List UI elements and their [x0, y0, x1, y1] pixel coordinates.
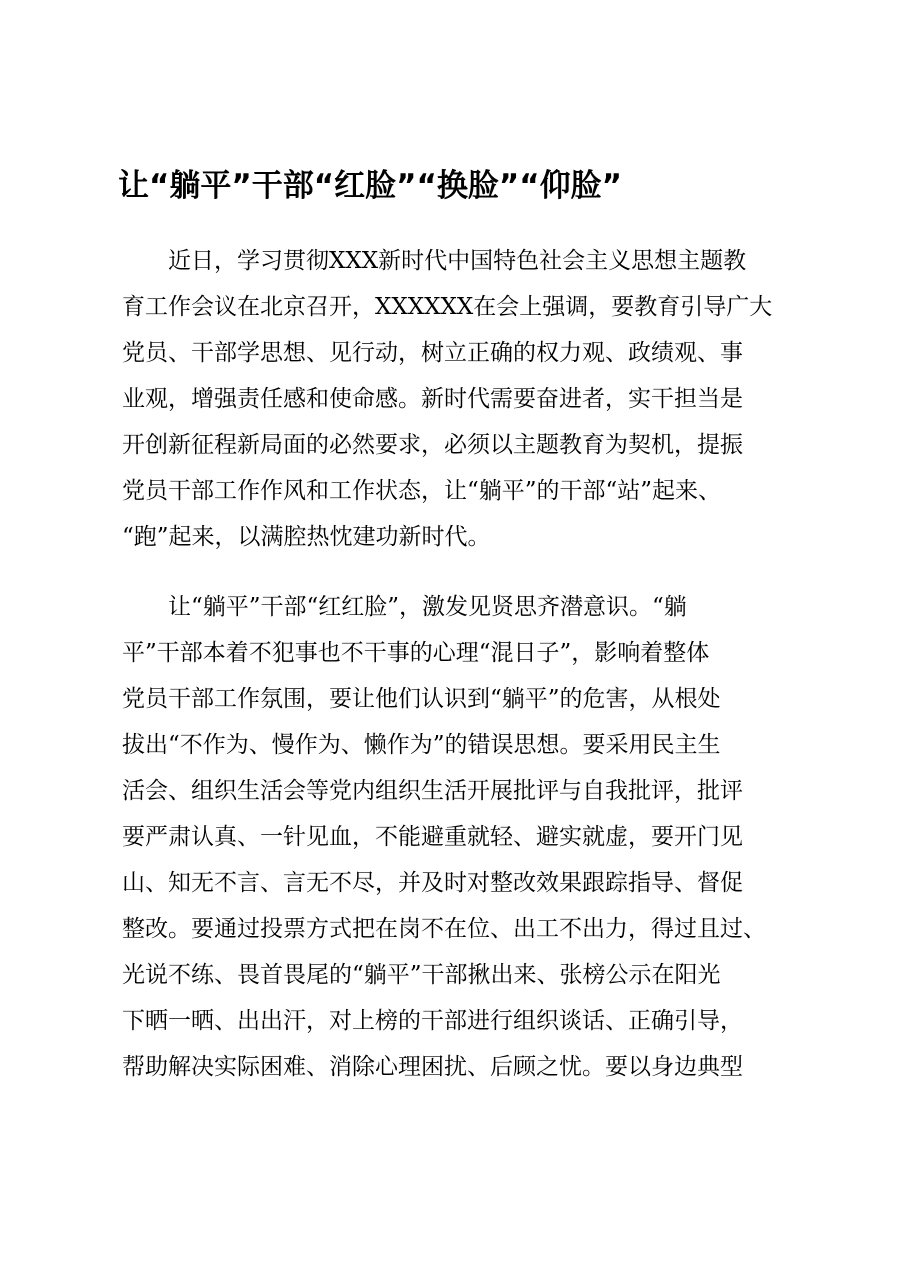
text-line: 党员干部工作作风和工作状态，让“躺平”的干部“站”起来、	[122, 478, 722, 504]
document-body	[122, 238, 802, 1090]
text-line: 整改。要通过投票方式把在岗不在位、出工不出力，得过且过、	[122, 916, 766, 942]
text-line: “跑”起来，以满腔热忱建功新时代。	[122, 524, 491, 550]
text-line: 业观，增强责任感和使命感。新时代需要奋进者，实干担当是	[122, 386, 743, 412]
text-line: 活会、组织生活会等党内组织生活开展批评与自我批评，批评	[122, 778, 743, 804]
text-line: 育工作会议在北京召开，XXXXXX在会上强调，要教育引导广大	[122, 294, 773, 320]
text-line: 党员、干部学思想、见行动，树立正确的权力观、政绩观、事	[122, 340, 743, 366]
text-line: 拔出“不作为、慢作为、懒作为”的错误思想。要采用民主生	[122, 732, 721, 758]
text-line: 开创新征程新局面的必然要求，必须以主题教育为契机，提振	[122, 432, 743, 458]
text-line: 光说不练、畏首畏尾的“躺平”干部揪出来、张榜公示在阳光	[122, 962, 721, 988]
text-line: 平”干部本着不犯事也不干事的心理“混日子”，影响着整体	[122, 640, 710, 666]
text-line: 下晒一晒、出出汗，对上榜的干部进行组织谈话、正确引导，	[122, 1008, 743, 1034]
paragraph-2	[122, 584, 802, 1090]
text-line: 党员干部工作氛围，要让他们认识到“躺平”的危害，从根处	[122, 686, 721, 712]
paragraph-spacer	[122, 560, 802, 584]
text-line: 要严肃认真、一针见血，不能避重就轻、避实就虚，要开门见	[122, 824, 743, 850]
text-line: 山、知无不言、言无不尽，并及时对整改效果跟踪指导、督促	[122, 870, 743, 896]
paragraph-1	[122, 238, 802, 560]
text-line: 帮助解决实际困难、消除心理困扰、后顾之忧。要以身边典型	[122, 1054, 743, 1080]
document-title: 让“躺平”干部“红脸”“换脸”“仰脸”	[118, 168, 622, 204]
text-line: 近日，学习贯彻XXX新时代中国特色社会主义思想主题教	[122, 248, 747, 274]
text-line: 让“躺平”干部“红红脸”，激发见贤思齐潜意识。“躺	[122, 594, 687, 620]
